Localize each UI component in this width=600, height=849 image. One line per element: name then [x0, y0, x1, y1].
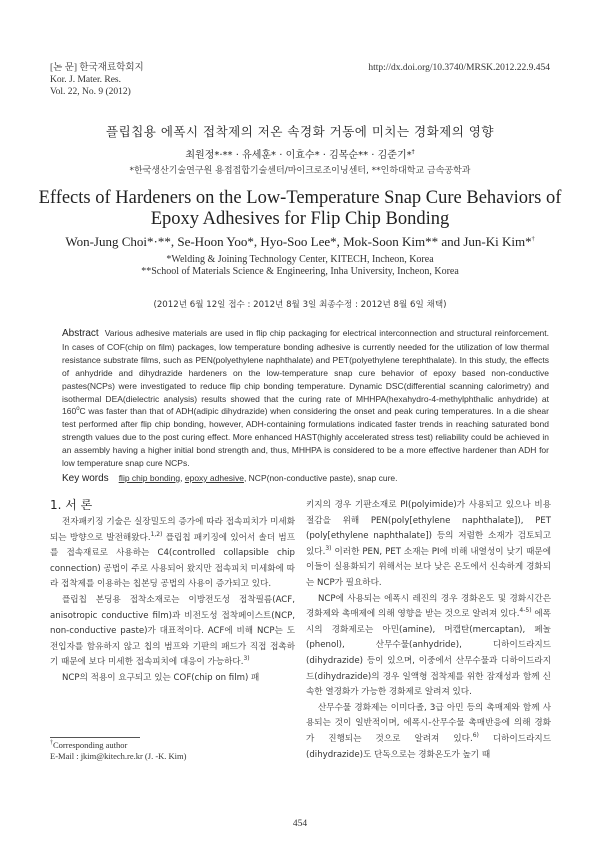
keywords-rest: , NCP(non-conductive paste), snap cure.: [243, 473, 398, 483]
paragraph: 키지의 경우 기판소재로 PI(polyimide)가 사용되고 있으나 비용절감을 위해 PEN(poly[ethylene naphthalate]), PET (poly[ethylene naphthalate]) 등의 저렴한 소재가 검토되고 있다.$^{3)}$ 이러한 PEN, PET 소재는 PI에 비해 내열성이 낮기 때문에 이들이 실용화되기 위해서는 보다 낮은 온도에서 신속하게 경화되는 NCP가 필요하다.: [306, 500, 551, 588]
english-title-line1: Effects of Hardeners on the Low-Temperature Snap Cure Behaviors of: [38, 188, 562, 208]
korean-affiliation: *한국생산기술연구원 용접접합기술센터/마이크로조이닝센터, **인하대학교 금속공학과: [129, 166, 471, 176]
paragraph: 플립칩 본딩용 접착소재로는 이방전도성 접착필름(ACF, anisotropic conductive film)과 비전도성 접착페이스트(NCP, non-conductive paste)가 대표적이다. ACF에 비해 NCP는 도전입자를 함유하지 않고 칩의 범프와 기판의 패드가 직접 접촉하기 때문에 보다 미세한 접속피치에 대응이 가능하다.$^{3)}$: [50, 594, 295, 668]
english-affiliation-2: **School of Materials Science & Engineering, Inha University, Incheon, Korea: [141, 266, 459, 277]
english-affiliation-1: *Welding & Joining Technology Center, KITECH, Incheon, Korea: [166, 254, 434, 265]
footnote: [50, 740, 186, 762]
paragraph: NCP에 사용되는 에폭시 레진의 경우 경화온도 및 경화시간은 경화제와 촉매제에 의해 영향을 받는 것으로 알려져 있다.$^{4-5)}$ 에폭시의 경화제로는 아민(amine), 머캡탄(mercaptan), 페놀(phenol), 산무수물(anhydride), 디하이드라지드(dihydrazide) 등이 있으며, 이중에서 산무수물과 디하이드라지드(dihydrazide)의 경우 일액형 접착제를 위한 잠재성과 함께 신속한 열경화가 가능한 경화제로 알려져 있다.: [306, 593, 551, 698]
journal-volume: Vol. 22, No. 9 (2012): [50, 87, 131, 97]
corresponding-author: †Corresponding author: [50, 740, 128, 750]
keywords: [62, 473, 549, 484]
author-email[interactable]: E-Mail : jkim@kitech.re.kr (J. -K. Kim): [50, 751, 187, 761]
page-number: 454: [292, 819, 308, 829]
keyword-separator: ,: [180, 473, 185, 483]
degree-mark: o: [76, 406, 80, 413]
journal-header: [50, 62, 144, 98]
paragraph: 전자패키징 기술은 실장밀도의 증가에 따라 접속피치가 미세화되는 방향으로 발전해왔다.$^{1,2)}$ 플립칩 패키징에 있어서 솔더 범프를 접속재료로 사용하는 C4(controlled collapsible chip connection) 공법이 주로 사용되어 왔지만 접속피치 미세화에 따라 접착제를 이용하는 칩본딩 공법의 사용이 증가되고 있다.: [50, 517, 295, 590]
keyword-link-1[interactable]: flip chip bonding: [118, 473, 181, 483]
abstract-label: Abstract: [62, 328, 99, 339]
korean-authors: 최원정*·** · 유세훈* · 이효수* · 김목순** · 김준기*†: [185, 148, 415, 161]
footnote-divider: [50, 737, 140, 738]
section-heading-intro: 1. 서 론: [50, 498, 93, 512]
keyword-link-2[interactable]: epoxy adhesive: [184, 473, 244, 483]
english-title-line2: Epoxy Adhesives for Flip Chip Bonding: [150, 209, 450, 229]
english-title: [0, 188, 600, 230]
paragraph: NCP의 적용이 요구되고 있는 COF(chip on film) 패: [62, 672, 260, 683]
left-column: [50, 515, 295, 687]
doi-link[interactable]: http://dx.doi.org/10.3740/MRSK.2012.22.9.454: [368, 63, 550, 73]
english-authors: Won-Jung Choi*·**, Se-Hoon Yoo*, Hyo-Soo Lee*, Mok-Soon Kim** and Jun-Ki Kim*†: [65, 234, 535, 249]
abstract: [62, 327, 549, 470]
abstract-text-2: C was faster than that of ADH(adipic dihydrazide) when considering the onset and peak curing temperatures. In a die shear test performed after flip chip bonding, however, ADH-containing formulations indicated faster trends in reaching saturated bond strength values due to the post curing effect. More enhanced HAST(highly accelerated stress test) reliability could be achieved in an assembly having a higher initial bond strength and, thus, MHHPA is considered to be a more effective hardener than ADH for low temperature snap cure NCPs.: [62, 406, 549, 469]
journal-name-ko: [논 문] 한국재료학회지: [50, 63, 144, 73]
abstract-text-1: Various adhesive materials are used in flip chip packaging for electrical interconnection and structural reinforcement. In cases of COF(chip on film) packages, low temperature bonding adhesive is currently needed for the utilization of low thermal resistance substrate films, such as PEN(polyethylene naphthalate) and PET(polyethylene terephthalate). In this study, the effects of anhydride and dihydrazide hardeners on the low-temperature snap cure behavior of epoxy based non-conductive pastes(NCPs) were investigated to reduce flip chip bonding temperature. Dynamic DSC(differential scanning calorimetry) and isothermal DEA(dielectric analysis) results showed that the curing rate of MHHPA(hexahydro-4-methylphthalic anhydride) at 160: [62, 328, 549, 417]
journal-name-en: Kor. J. Mater. Res.: [50, 75, 121, 85]
submission-dates: (2012년 6월 12일 접수 : 2012년 8월 3일 최종수정 : 2012년 8월 6일 채택): [153, 300, 447, 310]
paragraph: 산무수물 경화제는 이미다졸, 3급 아민 등의 촉매제와 함께 사용되는 것이 일반적이며, 에폭시-산무수물 촉매반응에 의해 경화가 진행되는 것으로 알려져 있다.$^{6)}$ 디하이드라지드(dihydrazide)도 단독으로는 경화온도가 높기 때: [306, 702, 551, 760]
right-column: [306, 498, 551, 763]
keywords-label: Key words: [62, 473, 109, 484]
korean-title: 플립칩용 에폭시 접착제의 저온 속경화 거동에 미치는 경화제의 영향: [106, 124, 494, 139]
